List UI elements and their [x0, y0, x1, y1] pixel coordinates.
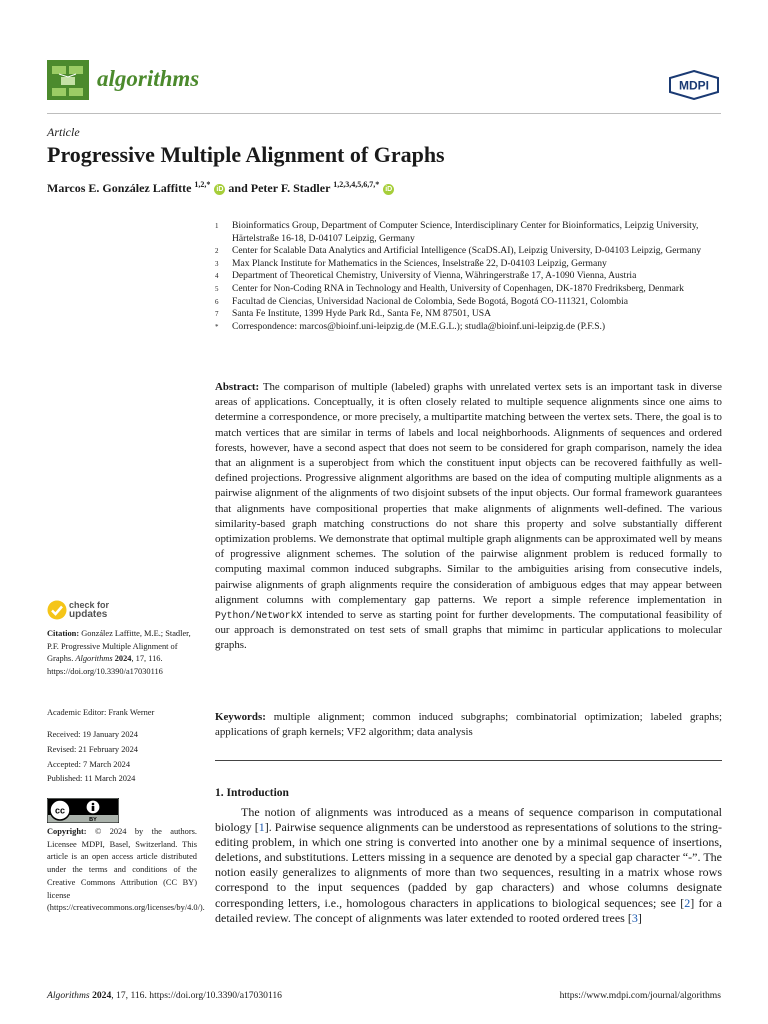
affiliation — [215, 245, 725, 258]
introduction-paragraph — [215, 805, 722, 926]
abstract — [215, 380, 722, 654]
abstract-text: The comparison of multiple (labeled) graphs with unrelated vertex sets is an important task in diverse areas of applications. Conceptually, it is often closely related to multiple sequence alignments since one aims to determine a correspondence, or more precisely, a multipartite matching between the vertex sets. There, the goal is to match vertices that are similar in terms of labels and local neighborhoods. Alignments of sequences and ordered forests, however, have a second aspect that does not seem to be considered for graph comparison, namely the idea that an alignment is a superobject from which the constituent input objects can be recovered faithfully as well-defined projections. Progressive alignment algorithms are based on the idea of computing multiple alignments as a pairwise alignment of the alignments of two disjoint subsets of the input objects. Our formal framework guarantees that alignments have compositional properties that make alignments of alignments well-defined. The various similarity-based graph matching constructions do not share this property and solve substantially different optimization problems. We demonstrate that optimal multiple graph alignments can be approximated well by means of progressive alignment schemes. The solution of the pairwise alignment problem is reduced formally to computing maximal common induced subgraphs. Similar to the ambiguities arising from consecutive indels, pairwise alignments of graph alignments require the consideration of ambiguous edges that may appear between alignment columns with complementary gap patterns. We report a simple reference implementation in — [215, 381, 722, 606]
published-date: Published: 11 March 2024 — [47, 774, 136, 783]
footer-year: 2024 — [92, 990, 112, 1001]
revised-date: Revised: 21 February 2024 — [47, 745, 138, 754]
author-conj: and — [228, 181, 248, 195]
affiliation — [215, 308, 725, 321]
correspondence-text[interactable]: Correspondence: marcos@bioinf.uni-leipzig.de (M.E.G.L.); studla@bioinf.uni-leipzig.de (P.F.S.) — [232, 320, 606, 332]
affiliation-text: Center for Non-Coding RNA in Technology and Health, University of Copenhagen, DK-1870 Fredriksberg, Denmark — [232, 282, 684, 294]
affiliation-text: Max Planck Institute for Mathematics in the Sciences, Inselstraße 22, D-04103 Leipzig, Germany — [232, 257, 607, 269]
accepted-date: Accepted: 7 March 2024 — [47, 760, 131, 769]
footer-doi[interactable]: , 17, 116. https://doi.org/10.3390/a17030116 — [111, 990, 282, 1001]
svg-text:MDPI: MDPI — [679, 78, 709, 93]
mdpi-logo — [668, 70, 720, 100]
orcid-icon[interactable]: iD — [216, 185, 224, 193]
copyright-label: Copyright: — [47, 827, 87, 836]
academic-editor: Academic Editor: Frank Werner — [47, 708, 155, 717]
keywords-text: multiple alignment; common induced subgraphs; combinatorial optimization; labeled graphs; applications of graph kernels; VF2 algorithm; data analysis — [215, 711, 722, 739]
affiliation-text: Santa Fe Institute, 1399 Hyde Park Rd., Santa Fe, NM 87501, USA — [232, 308, 492, 320]
affiliation-number: * — [215, 322, 219, 331]
affiliation — [215, 283, 725, 296]
citation-doi[interactable]: , 17, 116. https://doi.org/10.3390/a17030116 — [47, 654, 163, 677]
citation-label: Citation: — [47, 629, 80, 638]
citation-journal: Algorithms — [75, 654, 113, 664]
affiliation-text: Facultad de Ciencias, Universidad Nacional de Colombia, Sede Bogotá, Bogotá CO-111321, Colombia — [232, 295, 629, 307]
citation-link[interactable]: 2 — [684, 895, 691, 910]
abstract-text: intended to serve as starting point for further developments. The computational feasibility of our approach is demonstrated on test sets of small graphs that mimimc in particular applications to molecular graphs. — [215, 609, 722, 652]
affiliation-text: Center for Scalable Data Analytics and Artificial Intelligence (ScaDS.AI), Leipzig University, D-04103 Leipzig, Germany — [232, 245, 702, 257]
cc-by-license-icon[interactable] — [47, 798, 119, 823]
section-heading: 1. Introduction — [215, 787, 289, 799]
abstract-code: Python/NetworkX — [215, 610, 303, 622]
affiliation-number: 3 — [215, 259, 219, 268]
correspondence — [215, 321, 725, 334]
author-name[interactable]: Marcos E. González Laffitte — [47, 181, 192, 195]
citation-link[interactable]: 3 — [631, 910, 638, 925]
check-line: check for — [69, 600, 110, 610]
copyright-notice — [47, 826, 205, 915]
body-text: ] for a detailed review. The concept of alignments was later extended to rooted ordered trees [ — [215, 895, 723, 925]
citation-text: González Laffitte, M.E.; Stadler, P.F. Progressive Multiple Alignment of Graphs. — [47, 629, 191, 664]
keywords-label: Keywords: — [215, 711, 266, 723]
affiliations — [215, 220, 725, 333]
affiliation-number: 4 — [215, 272, 219, 281]
affiliation-number: 6 — [215, 297, 219, 306]
affiliation — [215, 270, 725, 283]
affiliation-text: Department of Theoretical Chemistry, University of Vienna, Währingerstraße 17, A-1090 Vienna, Austria — [232, 270, 637, 282]
svg-text:cc: cc — [54, 805, 66, 816]
affiliation-number: 2 — [215, 247, 219, 256]
citation-link[interactable]: 1 — [258, 820, 265, 835]
article-type: Article — [47, 125, 80, 139]
svg-text:BY: BY — [89, 817, 97, 823]
check-for-updates-icon[interactable] — [47, 600, 67, 620]
body-text: ]. Pairwise sequence alignments can be understood as representations of solutions to the string-editing problem, in which one string is converted into another one by a minimal sequence of insertions, deletions, and substitutions. Letters missing in a sequence are denoted by a special gap character “-”. The notion easily generalizes to alignments of more than two sequences, resulting in a matrix whose rows correspond to the input sequences (padded by gap characters) and whose columns designate corresponding letters, i.e., homologous characters in applications to biological sequences; see [ — [215, 820, 722, 910]
author-affil-sup: 1,2,* — [194, 180, 211, 189]
body-text: ] — [637, 910, 642, 925]
footer-citation — [47, 990, 282, 1001]
affiliation-text: Bioinformatics Group, Department of Computer Science, Interdisciplinary Center for Bioinformatics, Leipzig University, Härtelstraße 16-18, D-04107 Leipzig, Germany — [232, 220, 699, 244]
keywords — [215, 710, 722, 740]
author-list — [47, 180, 394, 196]
footer-url[interactable]: https://www.mdpi.com/journal/algorithms — [559, 990, 721, 1001]
author-affil-sup: 1,2,3,4,5,6,7,* — [333, 180, 380, 189]
check-line: updates — [69, 609, 108, 620]
copyright-text: © 2024 by the authors. Licensee MDPI, Basel, Switzerland. This article is an open access article distributed under the terms and conditions of the Creative Commons Attribution (CC BY) license (https://creativecommons.org/licenses/by/4.0/). — [47, 827, 205, 913]
affiliation-number: 5 — [215, 284, 219, 293]
citation-year: 2024 — [114, 654, 132, 664]
journal-name: algorithms — [97, 66, 200, 91]
affiliation — [215, 296, 725, 309]
abstract-label: Abstract: — [215, 381, 260, 393]
citation-block — [47, 628, 197, 679]
affiliation-number: 1 — [215, 222, 219, 230]
footer-journal: Algorithms — [47, 990, 90, 1001]
affiliation — [215, 258, 725, 271]
header-divider — [47, 113, 721, 114]
orcid-icon[interactable]: iD — [385, 185, 393, 193]
section-divider — [215, 760, 722, 761]
body-text: The notion of alignments was introduced as a means of sequence comparison in computational biology [ — [215, 805, 722, 835]
check-for-updates[interactable] — [69, 601, 109, 619]
received-date: Received: 19 January 2024 — [47, 730, 138, 739]
journal-logo-icon — [47, 60, 89, 100]
affiliation — [215, 220, 725, 245]
affiliation-number: 7 — [215, 310, 219, 319]
paper-title: Progressive Multiple Alignment of Graphs — [47, 142, 445, 167]
author-name[interactable]: Peter F. Stadler — [250, 181, 331, 195]
